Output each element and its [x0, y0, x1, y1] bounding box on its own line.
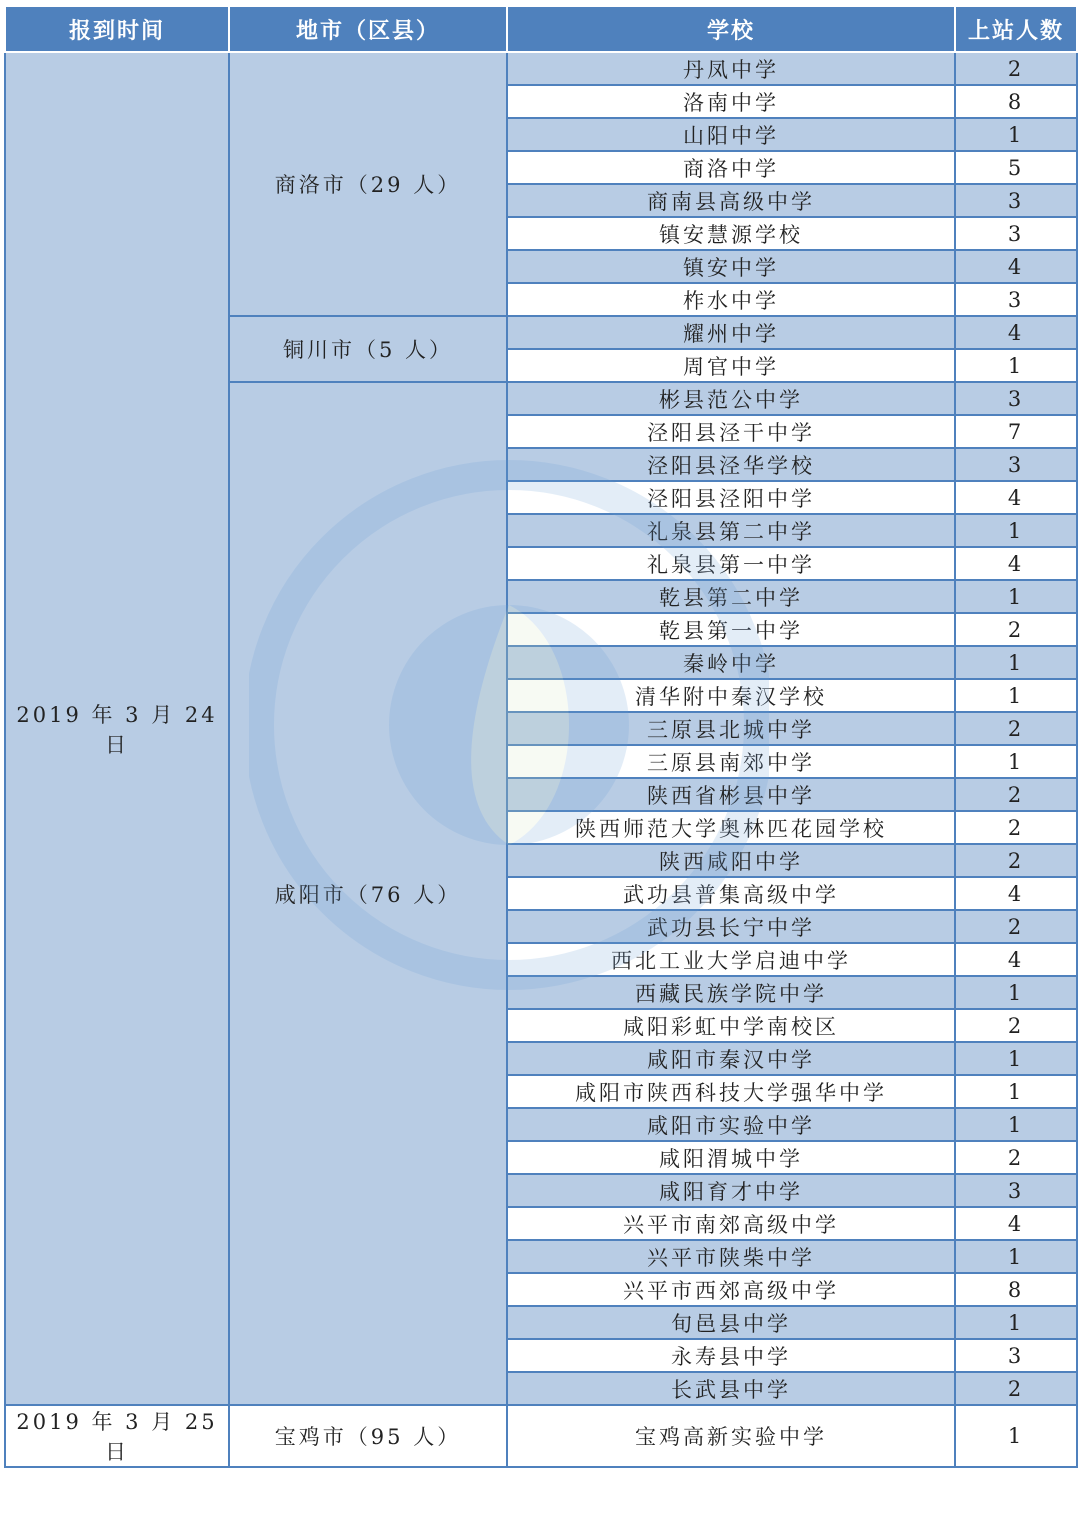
student-count: 2 [955, 712, 1077, 745]
school-name: 咸阳育才中学 [507, 1174, 955, 1207]
student-count: 2 [955, 778, 1077, 811]
school-name: 西北工业大学启迪中学 [507, 943, 955, 976]
header-row [5, 6, 1077, 52]
school-name: 镇安中学 [507, 250, 955, 283]
school-name: 三原县南郊中学 [507, 745, 955, 778]
student-count: 4 [955, 481, 1077, 514]
student-count: 8 [955, 85, 1077, 118]
school-name: 兴平市南郊高级中学 [507, 1207, 955, 1240]
school-name: 周官中学 [507, 349, 955, 382]
school-name: 陕西师范大学奥林匹花园学校 [507, 811, 955, 844]
date-cell: 2019 年 3 月 24 日 [5, 52, 229, 1405]
student-count: 1 [955, 1240, 1077, 1273]
school-name: 武功县普集高级中学 [507, 877, 955, 910]
student-count: 1 [955, 745, 1077, 778]
student-count: 2 [955, 844, 1077, 877]
student-count: 3 [955, 1339, 1077, 1372]
school-name: 兴平市西郊高级中学 [507, 1273, 955, 1306]
school-name: 宝鸡高新实验中学 [507, 1405, 955, 1467]
student-count: 3 [955, 448, 1077, 481]
school-name: 丹凤中学 [507, 52, 955, 85]
student-count: 1 [955, 646, 1077, 679]
student-count: 1 [955, 1405, 1077, 1467]
school-name: 旬邑县中学 [507, 1306, 955, 1339]
student-count: 3 [955, 184, 1077, 217]
student-count: 2 [955, 1009, 1077, 1042]
student-count: 5 [955, 151, 1077, 184]
student-count: 1 [955, 1306, 1077, 1339]
student-count: 4 [955, 877, 1077, 910]
school-name: 长武县中学 [507, 1372, 955, 1405]
school-name: 秦岭中学 [507, 646, 955, 679]
school-name: 清华附中秦汉学校 [507, 679, 955, 712]
student-count: 1 [955, 1108, 1077, 1141]
student-count: 4 [955, 250, 1077, 283]
school-name: 商南县高级中学 [507, 184, 955, 217]
school-name: 咸阳市秦汉中学 [507, 1042, 955, 1075]
student-count: 1 [955, 1042, 1077, 1075]
school-name: 礼泉县第一中学 [507, 547, 955, 580]
header-city: 地市（区县） [229, 6, 507, 52]
city-cell: 咸阳市（76 人） [229, 382, 507, 1405]
school-name: 耀州中学 [507, 316, 955, 349]
student-count: 1 [955, 679, 1077, 712]
school-name: 咸阳彩虹中学南校区 [507, 1009, 955, 1042]
header-count: 上站人数 [955, 6, 1077, 52]
school-name: 咸阳市实验中学 [507, 1108, 955, 1141]
school-name: 礼泉县第二中学 [507, 514, 955, 547]
school-distribution-table [4, 5, 1078, 1468]
student-count: 2 [955, 910, 1077, 943]
school-name: 三原县北城中学 [507, 712, 955, 745]
school-name: 泾阳县泾干中学 [507, 415, 955, 448]
student-count: 2 [955, 613, 1077, 646]
student-count: 4 [955, 943, 1077, 976]
student-count: 3 [955, 382, 1077, 415]
school-name: 陕西咸阳中学 [507, 844, 955, 877]
student-count: 1 [955, 976, 1077, 1009]
city-cell: 商洛市（29 人） [229, 52, 507, 316]
school-name: 泾阳县泾华学校 [507, 448, 955, 481]
school-name: 陕西省彬县中学 [507, 778, 955, 811]
student-count: 3 [955, 283, 1077, 316]
student-count: 2 [955, 52, 1077, 85]
student-count: 1 [955, 1075, 1077, 1108]
student-count: 1 [955, 349, 1077, 382]
student-count: 2 [955, 811, 1077, 844]
student-count: 1 [955, 580, 1077, 613]
header-date: 报到时间 [5, 6, 229, 52]
school-name: 泾阳县泾阳中学 [507, 481, 955, 514]
school-name: 山阳中学 [507, 118, 955, 151]
school-name: 乾县第二中学 [507, 580, 955, 613]
school-name: 彬县范公中学 [507, 382, 955, 415]
table-row [5, 1405, 1077, 1467]
school-name: 柞水中学 [507, 283, 955, 316]
school-name: 永寿县中学 [507, 1339, 955, 1372]
school-name: 武功县长宁中学 [507, 910, 955, 943]
student-count: 1 [955, 514, 1077, 547]
student-count: 7 [955, 415, 1077, 448]
city-cell: 宝鸡市（95 人） [229, 1405, 507, 1467]
table-row [5, 52, 1077, 85]
student-count: 4 [955, 316, 1077, 349]
student-count: 1 [955, 118, 1077, 151]
school-name: 镇安慧源学校 [507, 217, 955, 250]
school-name: 西藏民族学院中学 [507, 976, 955, 1009]
date-cell: 2019 年 3 月 25 日 [5, 1405, 229, 1467]
school-name: 咸阳市陕西科技大学强华中学 [507, 1075, 955, 1108]
student-count: 4 [955, 1207, 1077, 1240]
student-count: 3 [955, 1174, 1077, 1207]
school-name: 乾县第一中学 [507, 613, 955, 646]
school-name: 咸阳渭城中学 [507, 1141, 955, 1174]
city-cell: 铜川市（5 人） [229, 316, 507, 382]
student-count: 2 [955, 1372, 1077, 1405]
student-count: 3 [955, 217, 1077, 250]
student-count: 4 [955, 547, 1077, 580]
school-name: 洛南中学 [507, 85, 955, 118]
student-count: 2 [955, 1141, 1077, 1174]
school-name: 兴平市陕柴中学 [507, 1240, 955, 1273]
student-count: 8 [955, 1273, 1077, 1306]
header-school: 学校 [507, 6, 955, 52]
school-name: 商洛中学 [507, 151, 955, 184]
report-table-container [4, 5, 1076, 1468]
